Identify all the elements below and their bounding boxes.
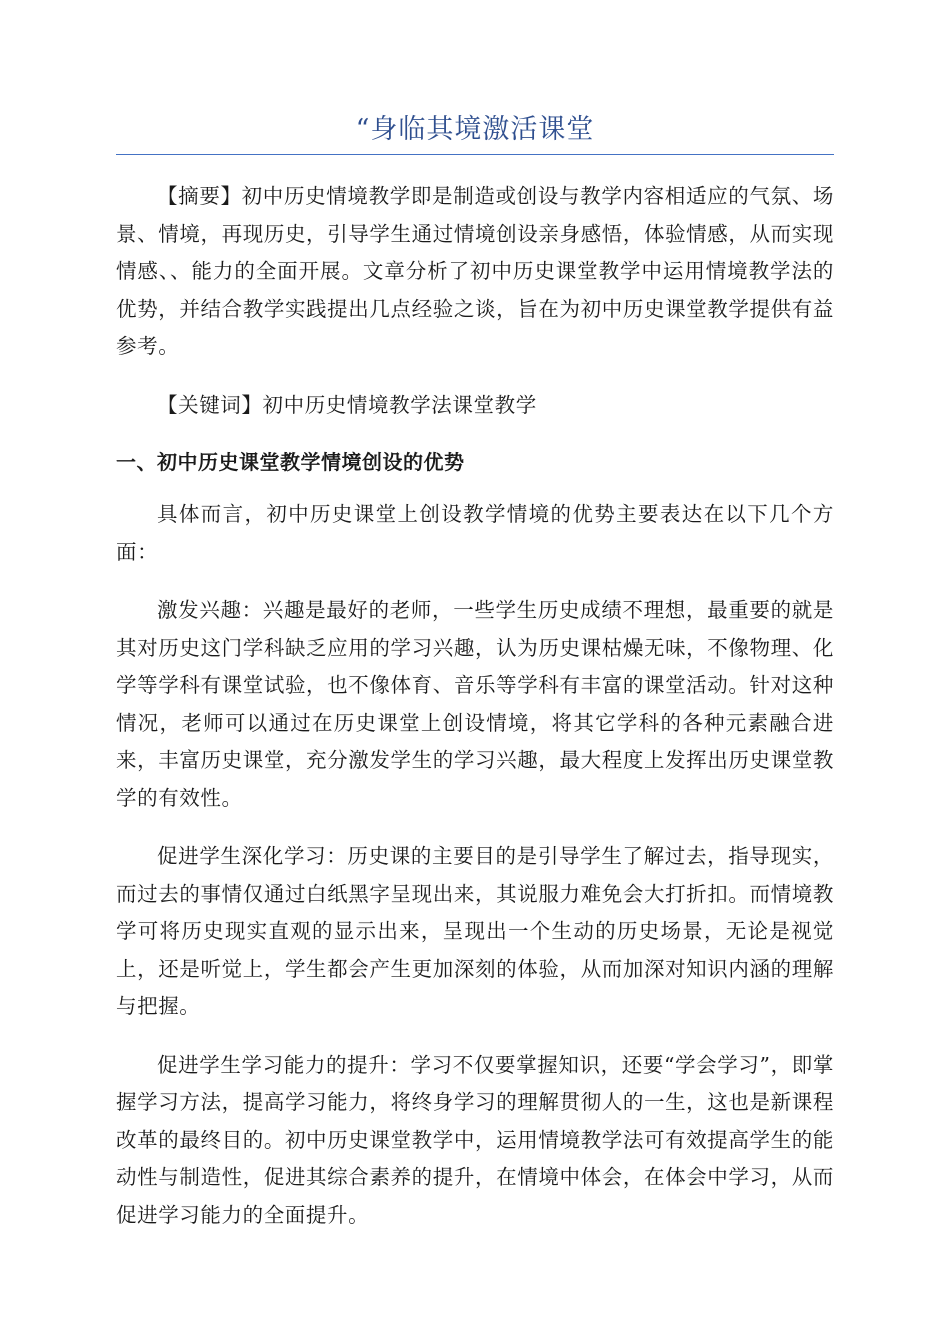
learning-ability-paragraph: 促进学生学习能力的提升：学习不仅要掌握知识，还要“学会学习”，即掌握学习方法，提高学习能力，将终身学习的理解贯彻人的一生，这也是新课程改革的最终目的。初中历史课堂教学中，运用情境教学法可有效提高学生的能动性与制造性，促进其综合素养的提升，在情境中体会，在体会中学习，从而促进学习能力的全面提升。 — [116, 1052, 834, 1227]
intro-paragraph: 具体而言，初中历史课堂上创设教学情境的优势主要表达在以下几个方面： — [116, 502, 834, 564]
keywords-paragraph: 【关键词】初中历史情境教学法课堂教学 — [157, 392, 537, 417]
document-body — [116, 178, 834, 1255]
deepen-learning-paragraph: 促进学生深化学习：历史课的主要目的是引导学生了解过去，指导现实，而过去的事情仅通过白纸黑字呈现出来，其说服力难免会大打折扣。而情境教学可将历史现实直观的显示出来，呈现出一个生动的历史场景，无论是视觉上，还是听觉上，学生都会产生更加深刻的体验，从而加深对知识内涵的理解与把握。 — [116, 844, 834, 1018]
interest-paragraph: 激发兴趣：兴趣是最好的老师，一些学生历史成绩不理想，最重要的就是其对历史这门学科缺乏应用的学习兴趣，认为历史课枯燥无味，不像物理、化学等学科有课堂试验，也不像体育、音乐等学科有丰富的课堂活动。针对这种情况，老师可以通过在历史课堂上创设情境，将其它学科的各种元素融合进来，丰富历史课堂，充分激发学生的学习兴趣，最大程度上发挥出历史课堂教学的有效性。 — [116, 598, 834, 810]
title-underline — [116, 154, 834, 155]
abstract-paragraph: 【摘要】初中历史情境教学即是制造或创设与教学内容相适应的气氛、场景、情境，再现历史，引导学生通过情境创设亲身感悟，体验情感，从而实现情感、、能力的全面开展。文章分析了初中历史课堂教学中运用情境教学法的优势，并结合教学实践提出几点经验之谈，旨在为初中历史课堂教学提供有益参考。 — [116, 184, 834, 358]
section-heading: 一、初中历史课堂教学情境创设的优势 — [116, 450, 465, 474]
document-title: “身临其境激活课堂 — [355, 114, 595, 145]
